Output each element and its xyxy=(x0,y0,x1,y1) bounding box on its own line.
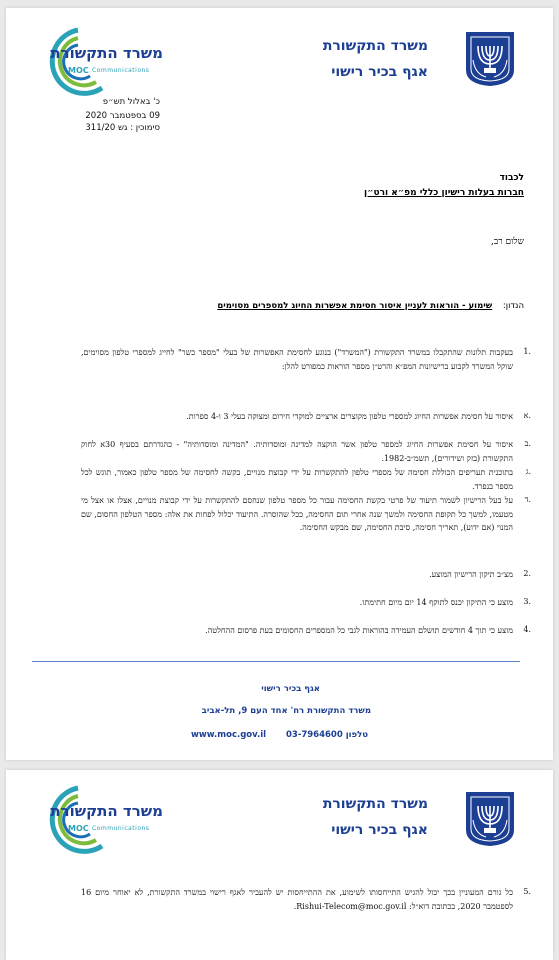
item-number: 4. xyxy=(523,625,531,634)
ministry-title: משרד התקשורת xyxy=(322,796,428,812)
moc-logo-communications: Communications xyxy=(92,825,150,832)
subitem-text: בתוכנית תעריפים הכוללת חסימה של מספרי טלפון להתקשרות על ידי קבוצת מנויים, בקשה לחסימה של מספר טלפון כאמור, תוגש לכל מספר בנפרד. xyxy=(81,468,513,491)
state-emblem-icon xyxy=(464,30,516,88)
footer-division: אגף בכיר רישוי xyxy=(261,684,320,694)
subject-text: שימוע - הוראות לעניין איסור חסימת אפשרות החיוג למספרים מסוימים xyxy=(217,301,493,311)
document-page-1 xyxy=(6,8,553,760)
addressee-to: לכבוד xyxy=(499,173,524,183)
footer-divider xyxy=(32,661,520,662)
moc-logo-communications: Communications xyxy=(92,67,150,74)
item-number: 1. xyxy=(523,347,531,356)
moc-logo-moc: MOC xyxy=(68,824,89,833)
division-title: אגף בכיר רישוי xyxy=(331,64,428,80)
footer-website[interactable]: www.moc.gov.il xyxy=(191,730,267,740)
subitem-letter: ד. xyxy=(524,495,531,504)
item-number: 5. xyxy=(523,887,531,896)
footer-phone: טלפון 03-7964600 xyxy=(285,730,369,740)
item-text: מוצע כי התיקון יכנס לתוקף 14 יום מיום חתימתו. xyxy=(359,598,513,607)
subitem-text: איסור על חסימת אפשרות החיוג למספר טלפון אשר הוקצה למדינה ומוסדותיה. "המדינה ומוסדותיה" - כהגדרתם בסעיף 30א לחוק התקשורת (בזק ושידורים), תשמ״ב-1982. xyxy=(81,440,513,463)
footer-contact xyxy=(191,730,368,740)
gregorian-date: 09 בספטמבר 2020 xyxy=(85,111,160,121)
item-text: מוצע כי תוך 4 חודשים תושלם העמידה בהוראות לגבי כל המספרים החסומים בעת פרסום ההחלטה. xyxy=(205,626,513,635)
moc-logo-swirl-icon xyxy=(42,26,112,98)
reference-number: סימוכין : גש 311/20 xyxy=(85,123,160,133)
subject-label: הנדון: xyxy=(502,301,524,311)
greeting: שלום רב, xyxy=(491,237,524,247)
moc-logo-moc: MOC xyxy=(68,66,89,75)
item-text: בעקבות תלונות שהתקבלו במשרד התקשורת ("המשרד") בנוגע לחסימת האפשרות של בעלי "מספר כשר" לחייג למספרי טלפון מסוימים, שוקל המשרד לקבוע ברישיונות המפ״א והרט״ן מספר הוראות כמפורט להלן: xyxy=(81,348,513,371)
moc-logo-hebrew: משרד התקשורת xyxy=(50,802,163,820)
ministry-title: משרד התקשורת xyxy=(322,38,428,54)
subitem-letter: א. xyxy=(523,411,531,420)
moc-logo xyxy=(42,784,167,856)
subitem-letter: ב. xyxy=(524,439,531,448)
addressee-recipients: חברות בעלות רישיון כללי מפ״א ורט״ן xyxy=(364,188,524,198)
document-page-2 xyxy=(6,770,553,960)
item-number: 2. xyxy=(523,569,531,578)
moc-logo xyxy=(42,26,167,98)
item-number: 3. xyxy=(523,597,531,606)
hebrew-date: כ' באלול תש״פ xyxy=(102,97,160,107)
subitem-text: איסור על חסימת אפשרות החיוג למספרי טלפון מקוצרים ארציים למוקדי חירום ומצוקה בעלי 3 ו-4 ספרות. xyxy=(186,412,513,421)
subitem-text: על בעל הרישיון לשמור תיעוד של פרטי בקשת החסימה עבור כל מספר טלפון שנחסם להתקשרות על ידי קבוצת מנויים, אצלו או אצל מי מטעמו, למשך כל תקופת החסימה ולמשך שנה אחרי תום החסימה, ככל שהוסרה. התיעוד יכלול לפחות את אלה: מספר הטלפון החסום, שם המנוי (אם ידוע), תאריך חסימה, סיבת החסימה, שם מבקש החסימה. xyxy=(81,496,513,532)
item-text: כל גורם המעוניין בכך יכול להגיש התייחסותו לשימוע, את ההתייחסות יש להעביר לאגף רישוי במשרד התקשורת, לא יאוחר מיום 16 לספטמבר 2020, בכתובת דוא״ל: Rishui-Telecom@moc.gov.il. xyxy=(81,888,513,911)
footer-address: משרד התקשורת רח' אחד העם 9, תל-אביב xyxy=(201,706,371,716)
item-text: מצ״ב תיקון הרישיון המוצע. xyxy=(429,570,513,579)
subitem-letter: ג. xyxy=(525,467,531,476)
moc-logo-swirl-icon xyxy=(42,784,112,856)
moc-logo-hebrew: משרד התקשורת xyxy=(50,44,163,62)
subject-line xyxy=(24,301,524,311)
state-emblem-icon xyxy=(464,790,516,848)
division-title: אגף בכיר רישוי xyxy=(331,822,428,838)
